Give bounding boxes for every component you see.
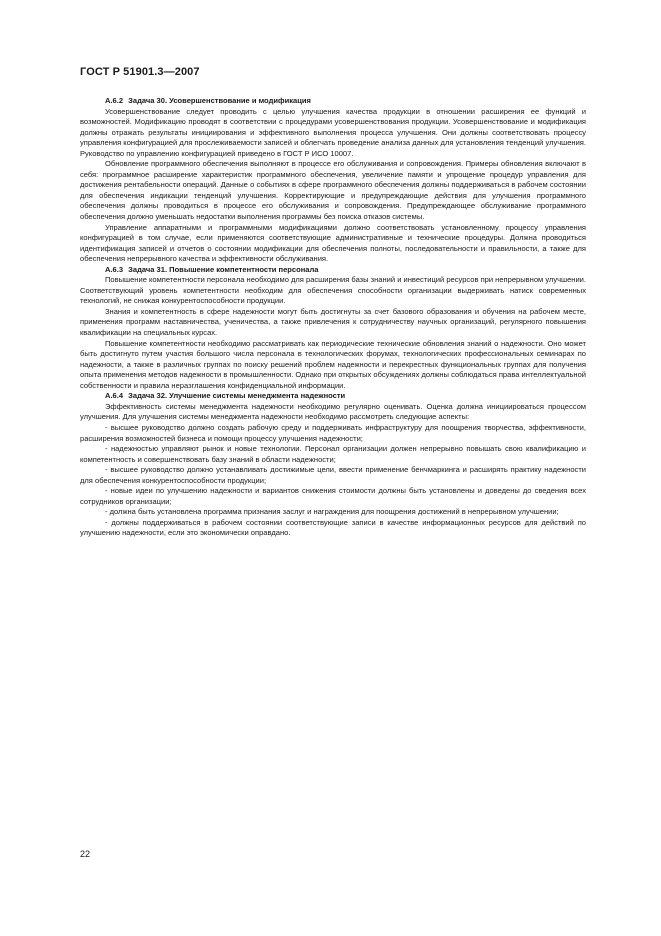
section-heading-a63 — [80, 265, 586, 276]
paragraph: Эффективность системы менеджмента надежности необходимо регулярно оценивать. Оценка должна инициироваться процессом улучшения. Для улучшения системы менеджмента надежности необходимо рассмотреть следующие аспекты: — [80, 401, 586, 422]
section-number: А.6.3 — [105, 264, 124, 274]
section-title: Задача 31. Повышение компетентности персонала — [128, 264, 319, 274]
section-title: Задача 30. Усовершенствование и модификация — [128, 96, 311, 105]
paragraph: Усовершенствование следует проводить с целью улучшения качества продукции в отношении расширения ее функций и возможностей. Модификацию проводят в соответствии с процедурами усовершенствования продукции. Усовершенствование и модификация должны отражать результаты инициирования и эффективного выполнения процесса улучшения. Они должны соответствовать процессу управления конфигурацией для прослеживаемости записей и облегчать проведение анализа данных для установления тенденций улучшения. Руководство по управлению конфигурацией приведено в ГОСТ Р ИСО 10007. — [80, 106, 586, 158]
list-item: - высшее руководство должно создать рабочую среду и поддерживать инфраструктуру для поощрения творчества, эффективности, расширения возможностей бизнеса и помощи процессу улучшения надежности; — [80, 422, 586, 443]
section-heading-a62 — [80, 96, 586, 107]
paragraph: Повышение компетентности необходимо рассматривать как периодические технические обновления знаний о надежности. Оно может быть достигнуто путем участия большого числа персонала в технологических форумах, технологических профессиональных семинарах по надежности, а также в различных группах по поиску решений проблем надежности и перекрестных функциональных группах для получения опыта применения методов надежности в промышленности. Однако при открытых обсуждениях должны соблюдаться права интеллектуальной собственности и правила неразглашения конфиденциальной информации. — [80, 338, 586, 390]
paragraph: Обновление программного обеспечения выполняют в процессе его обслуживания и сопровождения. Примеры обновления включают в себя: программное расширение характеристик программного обеспечения, увеличение памяти и упрощение процедур управления для достижения рентабельности операций. Данные о событиях в сфере программного обеспечения должны поддерживаться в рабочем состоянии для обеспечения индикации тенденций улучшения. Корректирующие и предупреждающие действия для улучшения программного обеспечения должны проводиться в процессе его обслуживания и сопровождения. Предупреждающее обслуживание программного обеспечения должно уменьшать недостатки выполнения программы без поиска отказов системы. — [80, 159, 586, 222]
list-item: - должны поддерживаться в рабочем состоянии соответствующие записи в качестве информационных ресурсов для действий по улучшению надежности, если это экономически оправдано. — [80, 517, 586, 538]
list-item: - новые идеи по улучшению надежности и вариантов снижения стоимости должны быть установлены и доведены до сведения всех сотрудников организации; — [80, 486, 586, 506]
section-number: А.6.4 — [105, 391, 124, 401]
paragraph: Знания и компетентность в сфере надежности могут быть достигнуты за счет базового образования и обучения на рабочем месте, применения программ наставничества, ученичества, а также привлечения к сотрудничеству научных организаций, регулярного повышения квалификации на специальных курсах. — [80, 306, 586, 338]
section-number: А.6.2 — [105, 96, 124, 105]
section-heading-a64 — [80, 391, 586, 402]
paragraph: Повышение компетентности персонала необходимо для расширения базы знаний и инвестиций ресурсов при непрерывном улучшении. Соответствующий уровень компетентности необходим для обеспечения способности организации выдерживать натиск современных технологий, не снижая конкурентоспособности продукции. — [80, 275, 586, 306]
list-item: - должна быть установлена программа признания заслуг и награждения для поощрения достижений в непрерывном улучшении; — [105, 507, 559, 517]
list-item: - надежностью управляют рынок и новые технологии. Персонал организации должен непрерывно повышать свою квалификацию и компетентность и совершенствовать базу знаний в области надежности; — [80, 444, 586, 464]
document-header: ГОСТ Р 51901.3—2007 — [80, 66, 200, 78]
document-body — [80, 96, 586, 539]
list-item: - высшее руководство должно устанавливать достижимые цели, ввести применение бенчмаркинга и расширять практику надежности для обеспечения конкурентоспособности продукции; — [80, 465, 586, 485]
paragraph: Управление аппаратными и программными модификациями должно соответствовать установленному процессу управления конфигурацией в том случае, если применяются соответствующие административные и технические процедуры. Должна проводиться идентификация записей и отчетов о состоянии модификации для обеспечения полноты, последовательности и правильности, а также для обеспечения непрерывного качества и эффективности обслуживания. — [80, 222, 586, 264]
section-title: Задача 32. Улучшение системы менеджмента надежности — [128, 391, 346, 401]
page-number: 22 — [80, 849, 91, 859]
